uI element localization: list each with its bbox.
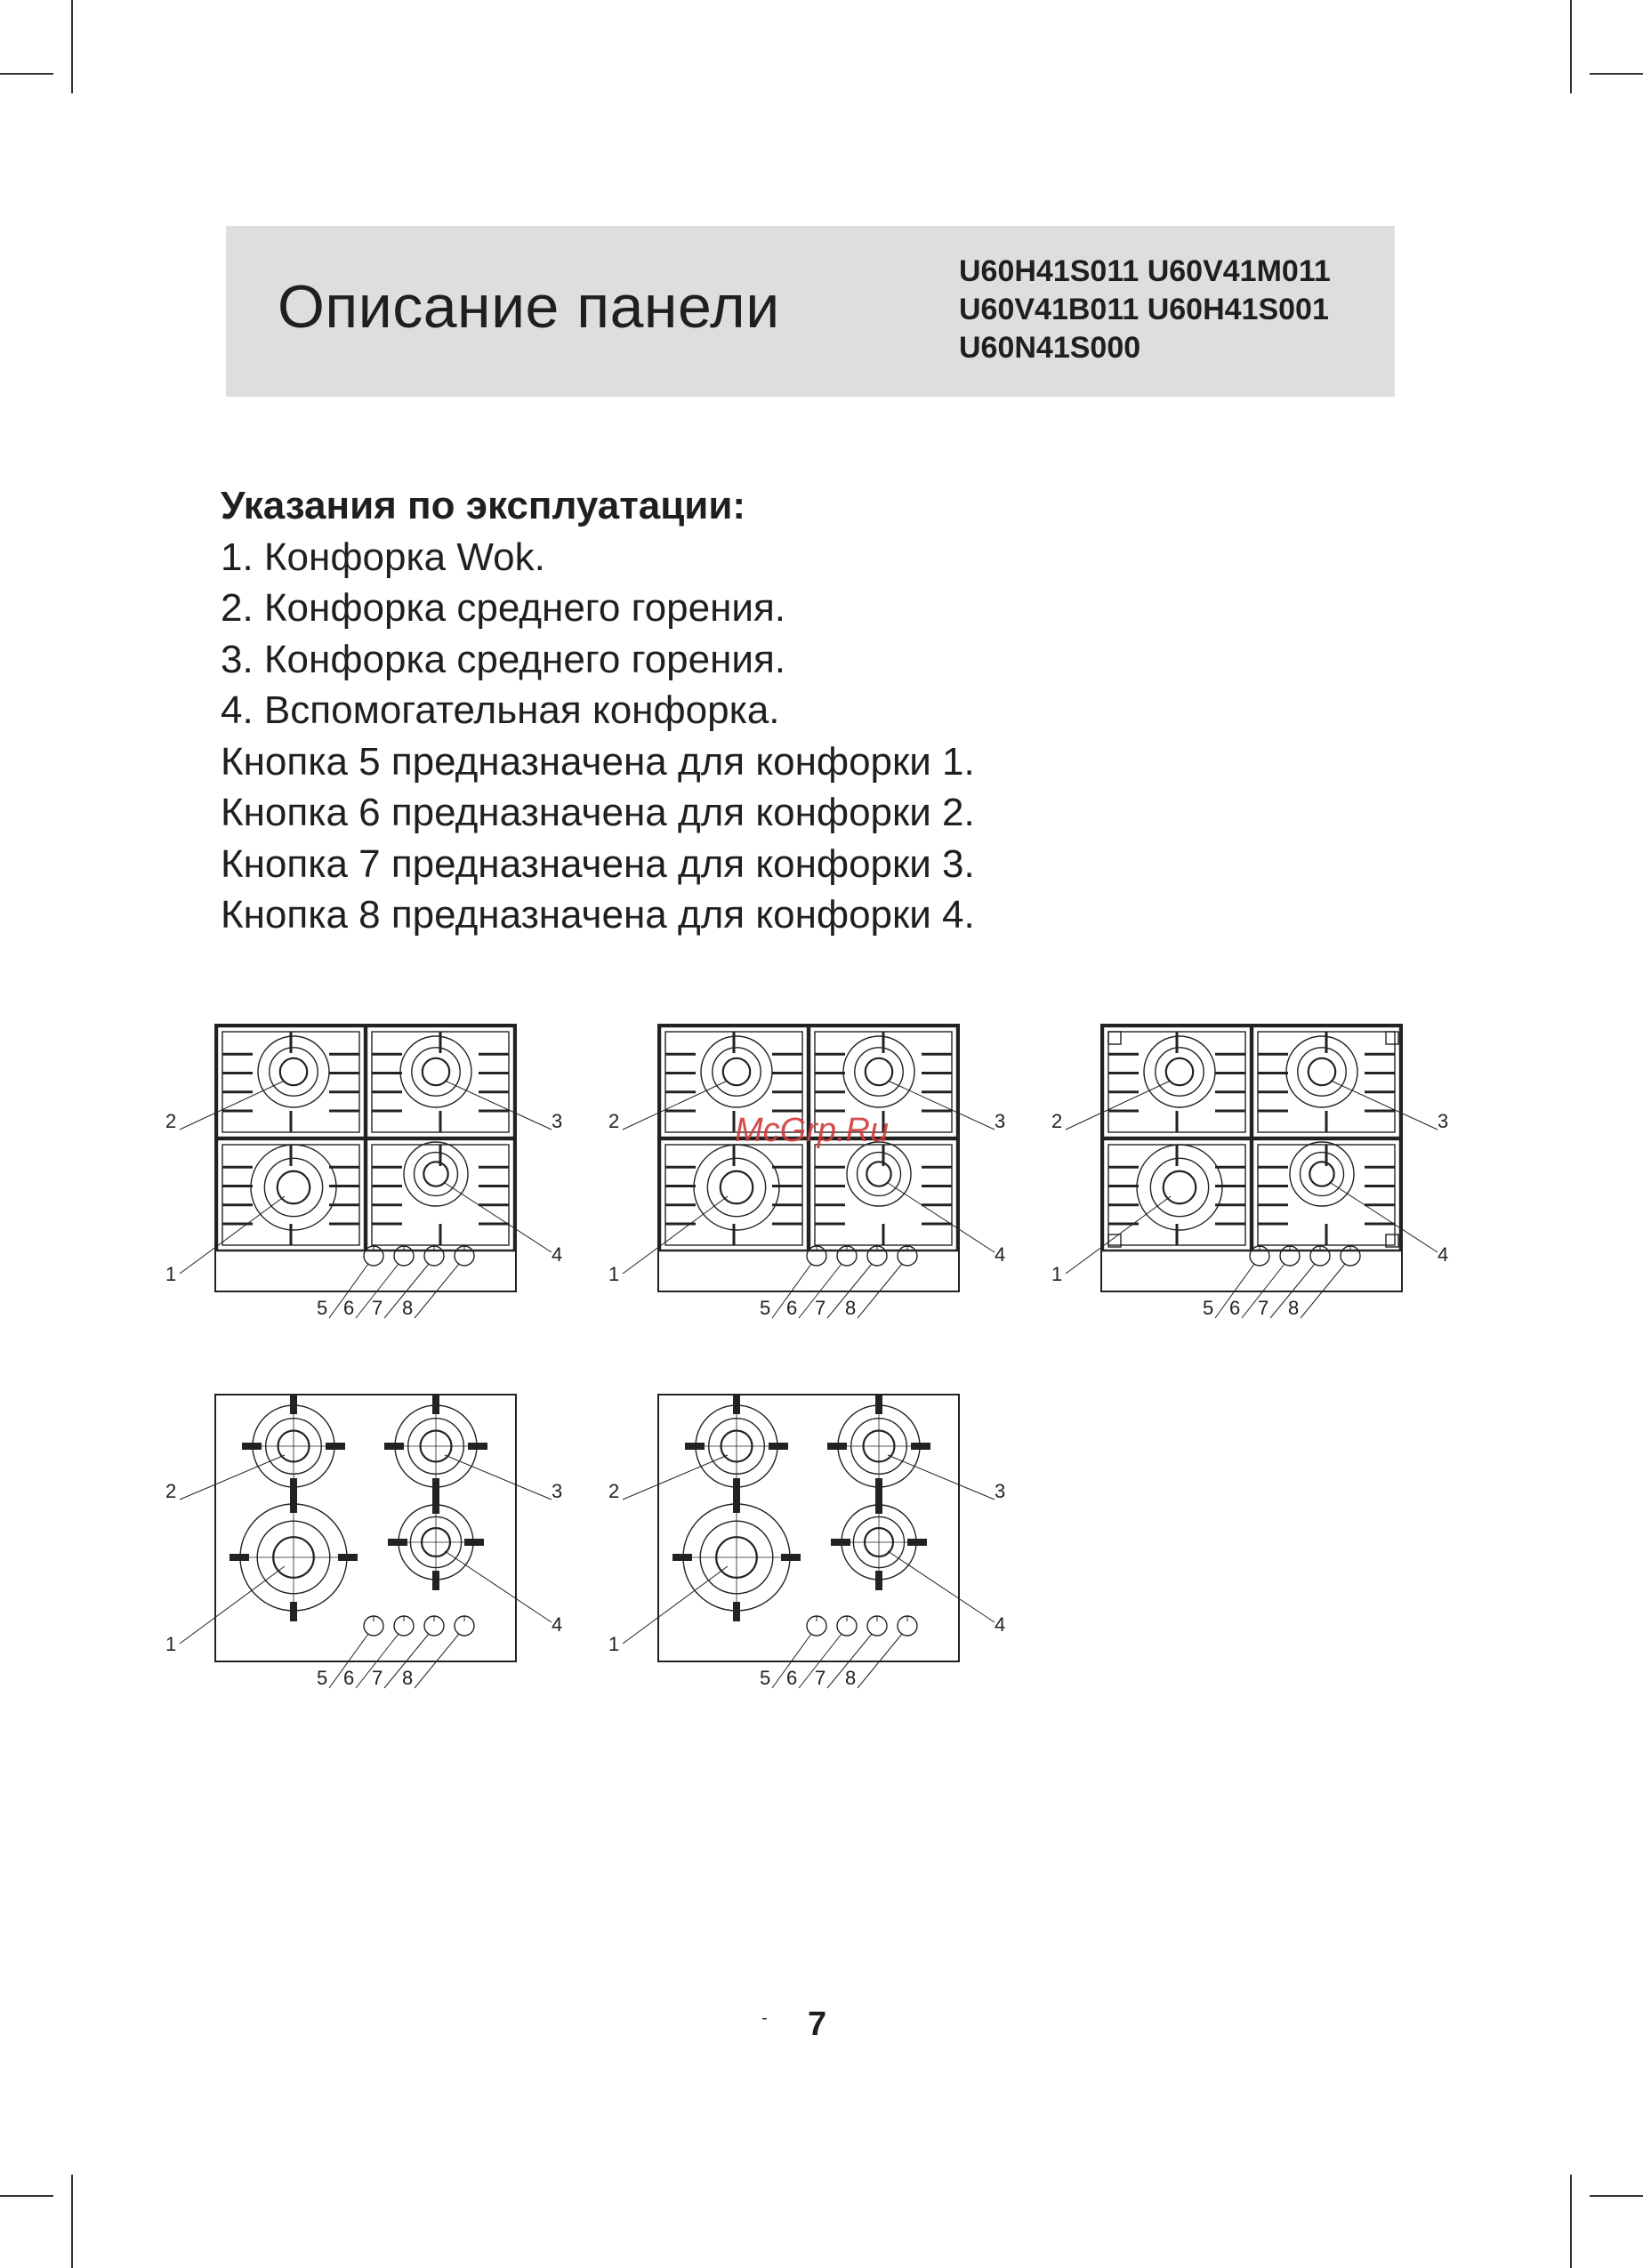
- model-line: U60V41B011 U60H41S001: [959, 293, 1329, 326]
- callout-label: 1: [1051, 1263, 1063, 1285]
- callout-label: 5: [760, 1667, 771, 1689]
- callout-label: 4: [995, 1243, 1006, 1266]
- burner-ring: [412, 1048, 460, 1096]
- burner-ring: [858, 1153, 901, 1196]
- hob-diagram-cast-grate: [1046, 1014, 1455, 1325]
- burner-ring: [701, 1036, 772, 1107]
- burner-ring: [251, 1145, 336, 1230]
- leader-line: [180, 1455, 285, 1500]
- model-line: U60H41S011 U60V41M011: [959, 254, 1331, 288]
- callout-label: 6: [786, 1667, 798, 1689]
- callout-label: 4: [995, 1613, 1006, 1636]
- grate-section: [660, 1139, 808, 1251]
- callout-label: 4: [1438, 1243, 1449, 1266]
- header-band: [226, 226, 1395, 397]
- leader-line: [1331, 1183, 1438, 1252]
- page-number: 7: [808, 2006, 827, 2043]
- burner: [1137, 1145, 1222, 1230]
- burner: [404, 1142, 468, 1206]
- grate-section: [217, 1139, 365, 1251]
- burner: [685, 1395, 788, 1498]
- hob-drawing: [1051, 1025, 1448, 1319]
- callout-label: 5: [1203, 1297, 1214, 1319]
- hob-drawing: [608, 1025, 1005, 1319]
- crop-mark: [71, 2175, 73, 2268]
- burner-cap: [278, 1171, 310, 1203]
- leader-line: [180, 1081, 285, 1130]
- leader-line: [445, 1455, 552, 1500]
- burner: [388, 1494, 484, 1590]
- leader-line: [623, 1196, 728, 1274]
- leader-line: [180, 1196, 285, 1274]
- burner: [384, 1395, 487, 1498]
- instruction-line: Кнопка 5 предназначена для конфорки 1.: [221, 739, 975, 784]
- burner: [843, 1036, 914, 1107]
- crop-mark: [0, 73, 53, 75]
- callout-label: 6: [1229, 1297, 1241, 1319]
- page-title: Описание панели: [278, 273, 780, 341]
- hob-drawing: [165, 1025, 562, 1319]
- burner: [847, 1142, 911, 1206]
- burner-cap: [721, 1171, 753, 1203]
- grate-section: [366, 1026, 514, 1138]
- burner-ring: [404, 1142, 468, 1206]
- hob-diagram-grate-wok: [160, 1014, 569, 1325]
- burner-cap: [423, 1162, 447, 1186]
- burner: [1286, 1036, 1357, 1107]
- hob-drawing: [608, 1395, 1005, 1689]
- burner: [230, 1493, 358, 1621]
- burner: [1290, 1142, 1354, 1206]
- callout-label: 2: [165, 1480, 177, 1502]
- callout-label: 4: [552, 1243, 563, 1266]
- burner: [694, 1145, 779, 1230]
- callout-label: 3: [1438, 1110, 1449, 1132]
- grate-section: [1103, 1139, 1251, 1251]
- callout-label: 8: [1288, 1297, 1300, 1319]
- burner-ring: [415, 1153, 458, 1196]
- burner: [258, 1036, 329, 1107]
- burner: [827, 1395, 930, 1498]
- burner-ring: [1290, 1142, 1354, 1206]
- burner-ring: [1298, 1048, 1346, 1096]
- leader-line: [888, 1081, 995, 1130]
- callout-label: 2: [165, 1110, 177, 1132]
- crop-mark: [0, 2195, 53, 2197]
- leader-line: [445, 1551, 552, 1622]
- burner-ring: [1150, 1158, 1208, 1216]
- leader-line: [1066, 1196, 1171, 1274]
- page-mark: -: [761, 2008, 768, 2028]
- callout-label: 7: [372, 1297, 383, 1319]
- callout-label: 3: [995, 1480, 1006, 1502]
- leader-line: [1331, 1081, 1438, 1130]
- hob-drawing: [165, 1395, 562, 1689]
- hob-diagram-grate: [603, 1014, 1012, 1325]
- crop-mark: [1590, 2195, 1643, 2197]
- burner-ring: [400, 1036, 471, 1107]
- burner-ring: [855, 1048, 903, 1096]
- burner-ring: [1286, 1036, 1357, 1107]
- callout-label: 6: [343, 1297, 355, 1319]
- instruction-line: 2. Конфорка среднего горения.: [221, 586, 785, 630]
- callout-label: 5: [317, 1297, 328, 1319]
- crop-mark: [71, 0, 73, 93]
- callout-label: 7: [815, 1667, 826, 1689]
- operating-instructions: [221, 480, 1377, 941]
- instruction-line: 1. Конфорка Wok.: [221, 535, 545, 579]
- callout-label: 3: [552, 1110, 563, 1132]
- burner-ring: [1137, 1145, 1222, 1230]
- callout-label: 1: [608, 1633, 620, 1655]
- burner: [1144, 1036, 1215, 1107]
- leader-line: [623, 1455, 728, 1500]
- burner: [400, 1036, 471, 1107]
- grate-section: [1103, 1026, 1251, 1138]
- burner: [251, 1145, 336, 1230]
- callout-label: 2: [608, 1480, 620, 1502]
- crop-mark: [1590, 73, 1643, 75]
- leader-line: [1066, 1081, 1171, 1130]
- callout-label: 8: [845, 1297, 857, 1319]
- callout-label: 1: [608, 1263, 620, 1285]
- instruction-line: Кнопка 6 предназначена для конфорки 2.: [221, 791, 975, 834]
- burner-ring: [1156, 1048, 1204, 1096]
- callout-label: 3: [995, 1110, 1006, 1132]
- burner-cap: [1164, 1171, 1196, 1203]
- callout-label: 8: [402, 1297, 414, 1319]
- burner-ring: [1144, 1036, 1215, 1107]
- grate-section: [217, 1026, 365, 1138]
- watermark: McGrp.Ru: [735, 1112, 890, 1149]
- crop-mark: [1570, 0, 1572, 93]
- callout-label: 2: [1051, 1110, 1063, 1132]
- instruction-line: 4. Вспомогательная конфорка.: [221, 688, 780, 732]
- leader-line: [888, 1551, 995, 1622]
- crop-mark: [1570, 2175, 1572, 2268]
- burner-ring: [707, 1158, 765, 1216]
- burner-ring: [713, 1048, 761, 1096]
- hob-diagram-glass: [160, 1384, 569, 1695]
- leader-line: [623, 1081, 728, 1130]
- callout-label: 8: [845, 1667, 857, 1689]
- burner: [673, 1493, 801, 1621]
- callout-label: 2: [608, 1110, 620, 1132]
- burner-cap: [866, 1162, 890, 1186]
- burner-ring: [847, 1142, 911, 1206]
- callout-label: 3: [552, 1480, 563, 1502]
- callout-label: 7: [372, 1667, 383, 1689]
- leader-line: [888, 1183, 995, 1252]
- grate-section: [1252, 1026, 1400, 1138]
- callout-label: 1: [165, 1263, 177, 1285]
- callout-label: 6: [786, 1297, 798, 1319]
- burner: [242, 1395, 345, 1498]
- burner: [701, 1036, 772, 1107]
- leader-line: [888, 1455, 995, 1500]
- burner-ring: [270, 1048, 318, 1096]
- burner-ring: [843, 1036, 914, 1107]
- hob-diagram-glass-alt: [603, 1384, 1012, 1695]
- callout-label: 5: [760, 1297, 771, 1319]
- burner-ring: [264, 1158, 322, 1216]
- instruction-line: Кнопка 7 предназначена для конфорки 3.: [221, 841, 975, 886]
- callout-label: 6: [343, 1667, 355, 1689]
- leader-line: [445, 1183, 552, 1252]
- callout-label: 7: [1258, 1297, 1269, 1319]
- burner: [831, 1494, 927, 1590]
- grate-foot: [1108, 1032, 1121, 1044]
- leader-line: [445, 1081, 552, 1130]
- burner-ring: [1301, 1153, 1344, 1196]
- callout-label: 5: [317, 1667, 328, 1689]
- instruction-line: 3. Конфорка среднего горения.: [221, 637, 785, 681]
- model-line: U60N41S000: [959, 331, 1141, 365]
- callout-label: 1: [165, 1633, 177, 1655]
- grate-foot: [1386, 1032, 1398, 1044]
- instructions-heading: Указания по эксплуатации:: [221, 484, 746, 527]
- burner-ring: [694, 1145, 779, 1230]
- burner-ring: [258, 1036, 329, 1107]
- model-list: [959, 253, 1386, 367]
- burner-cap: [1309, 1162, 1333, 1186]
- callout-label: 4: [552, 1613, 563, 1636]
- callout-label: 7: [815, 1297, 826, 1319]
- callout-label: 8: [402, 1667, 414, 1689]
- instruction-line: Кнопка 8 предназначена для конфорки 4.: [221, 893, 975, 937]
